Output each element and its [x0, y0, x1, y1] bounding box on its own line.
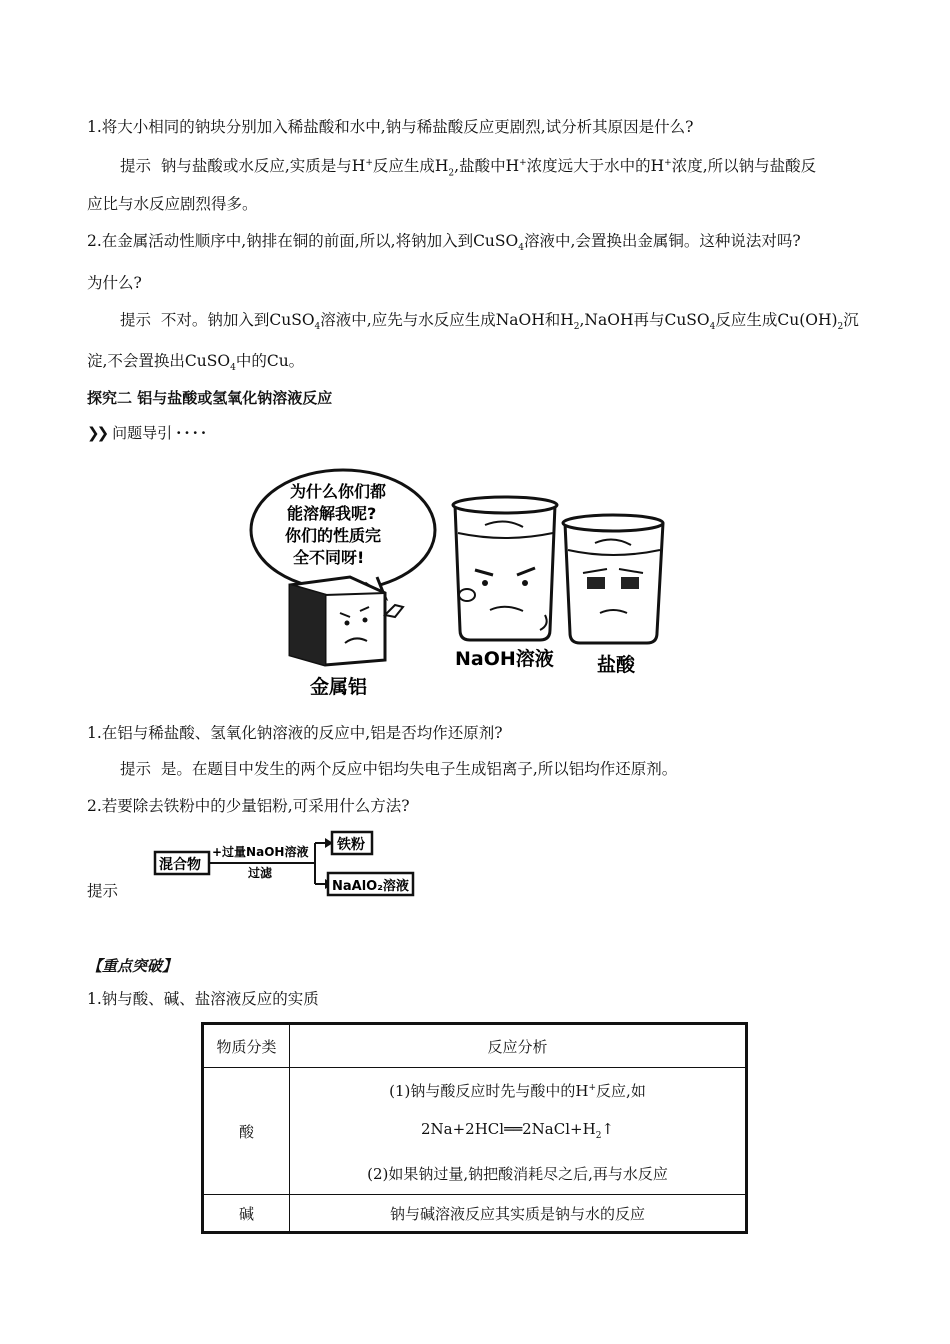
table-header-row: [203, 1024, 747, 1068]
header-category: 物质分类: [203, 1024, 290, 1068]
flow-start-label: 混合物: [159, 857, 201, 873]
bubble-line-3: 你们的性质完: [285, 526, 382, 545]
table-row-base: [203, 1195, 747, 1233]
bubble-line-4: 全不同呀!: [293, 548, 365, 567]
aluminum-label: 金属铝: [310, 676, 368, 698]
flow-operation-label: 过滤: [248, 866, 273, 880]
section2-hint-2-label: 提示: [87, 882, 119, 900]
naoh-beaker: [453, 497, 557, 640]
cell-base-analysis: 钠与碱溶液反应其实质是钠与水的反应: [290, 1195, 747, 1233]
flow-reagent-label: +过量NaOH溶液: [212, 845, 309, 859]
hint-2: 提示 不对。钠加入到CuSO$_4$溶液中,应先与水反应生成NaOH和$H_2,NaOH$再与CuSO$_4$反应生成$Cu(OH)_2$沉: [120, 311, 859, 333]
separation-flow-diagram: [150, 828, 420, 898]
question-1: 1.将大小相同的钠块分别加入稀盐酸和水中,钠与稀盐酸反应更剧烈,试分析其原因是什么?: [87, 118, 694, 136]
section2-hint-1: 提示 是。在题目中发生的两个反应中铝均失电子生成铝离子,所以铝均作还原剂。: [120, 760, 678, 778]
aluminum-block-character: [290, 577, 403, 665]
naoh-label: NaOH溶液: [455, 648, 554, 670]
double-chevron-icon: ❯❯: [87, 423, 107, 442]
hint-1-cont: 应比与水反应剧烈得多。: [87, 195, 258, 213]
hint-2-cont: 淀,不会置换出CuSO$_4$中的Cu。: [87, 352, 305, 374]
cell-acid: 酸: [203, 1068, 290, 1195]
flow-out1-label: 铁粉: [337, 837, 365, 853]
hint-1: 提示 钠与盐酸或水反应,实质是与H+反应生成$H_2$,盐酸中H+浓度远大于水中的H+浓度,所以钠与盐酸反: [120, 157, 817, 179]
question-2-cont: 为什么?: [87, 274, 142, 292]
dots-icon: ····: [176, 423, 210, 442]
header-analysis: 反应分析: [290, 1024, 747, 1068]
cell-acid-analysis: (1)钠与酸反应时先与酸中的H+反应,如 $2Na+2HCl══2NaCl+H_2↑$ (2)如果钠过量,钠把酸消耗尽之后,再与水反应: [290, 1068, 747, 1195]
cell-base: 碱: [203, 1195, 290, 1233]
guide-heading: [87, 422, 209, 443]
hcl-label: 盐酸: [597, 654, 636, 676]
hcl-beaker: [563, 515, 663, 643]
reaction-table: [201, 1022, 748, 1234]
section2-question-2: 2.若要除去铁粉中的少量铝粉,可采用什么方法?: [87, 797, 410, 815]
key-section-title: 【重点突破】: [87, 957, 178, 975]
bubble-line-1: 为什么你们都: [290, 482, 387, 501]
section-title: 探究二 铝与盐酸或氢氧化钠溶液反应: [87, 389, 333, 407]
bubble-line-2: 能溶解我呢?: [287, 504, 377, 523]
cartoon-illustration: [245, 465, 675, 700]
section2-question-1: 1.在铝与稀盐酸、氢氧化钠溶液的反应中,铝是否均作还原剂?: [87, 724, 503, 742]
key-item-1: 1.钠与酸、碱、盐溶液反应的实质: [87, 990, 319, 1008]
question-2: 2.在金属活动性顺序中,钠排在铜的前面,所以,将钠加入到CuSO$_4$溶液中,会置换出金属铜。这种说法对吗?: [87, 232, 801, 254]
guide-label: 问题导引: [112, 424, 173, 442]
flow-out2-label: NaAlO₂溶液: [332, 879, 409, 894]
table-row-acid: [203, 1068, 747, 1195]
